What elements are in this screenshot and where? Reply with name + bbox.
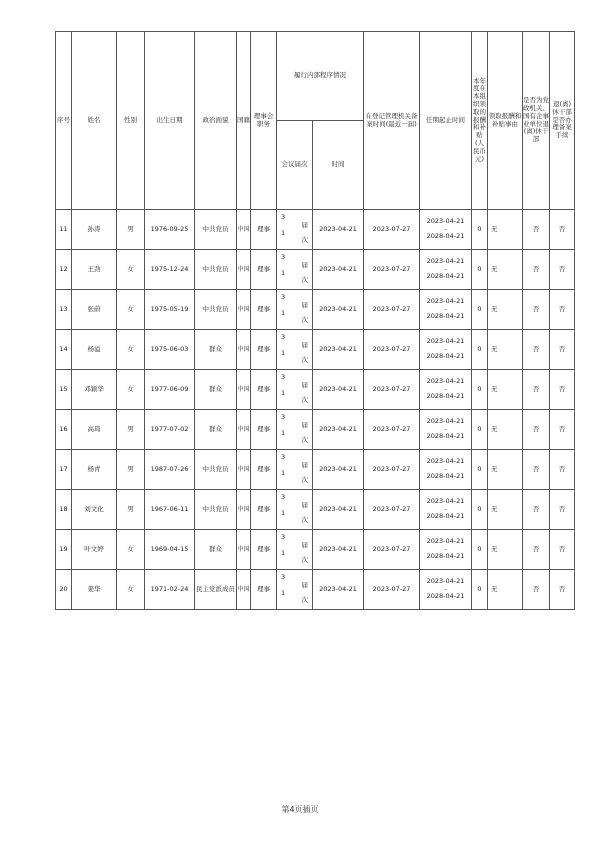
row-filing-date: 2023-07-27 bbox=[364, 210, 420, 250]
row-name: 高琦 bbox=[72, 410, 117, 450]
row-position: 理事 bbox=[251, 410, 277, 450]
row-session: 3 bbox=[281, 332, 286, 341]
row-term-start: 2023-04-21 bbox=[426, 216, 465, 225]
row-term bbox=[420, 410, 472, 450]
row-salary: 0 bbox=[472, 530, 488, 570]
row-name: 王劲 bbox=[72, 250, 117, 290]
row-term bbox=[420, 570, 472, 610]
row-session-unit: 届 bbox=[301, 380, 308, 389]
header-position: 理事会职务 bbox=[251, 32, 277, 210]
row-term-end: 2028-04-21 bbox=[426, 272, 465, 281]
row-birth: 1975-05-19 bbox=[145, 290, 195, 330]
row-reason: 无 bbox=[488, 490, 523, 530]
row-term-end: 2028-04-21 bbox=[426, 232, 465, 241]
row-term-sep: - bbox=[444, 384, 447, 393]
row-filing-date: 2023-07-27 bbox=[364, 290, 420, 330]
row-is-official: 否 bbox=[523, 330, 550, 370]
row-salary: 0 bbox=[472, 450, 488, 490]
row-term bbox=[420, 290, 472, 330]
row-count-unit: 次 bbox=[301, 556, 308, 565]
row-filing-date: 2023-07-27 bbox=[364, 450, 420, 490]
row-session: 3 bbox=[281, 372, 286, 381]
row-is-official: 否 bbox=[523, 530, 550, 570]
row-term bbox=[420, 450, 472, 490]
row-approval: 否 bbox=[550, 570, 575, 610]
row-session-unit: 届 bbox=[301, 460, 308, 469]
row-session: 3 bbox=[281, 452, 286, 461]
row-count-unit: 次 bbox=[301, 396, 308, 405]
header-name: 姓名 bbox=[72, 32, 117, 210]
row-politics: 民主党派成员 bbox=[195, 570, 237, 610]
row-count-unit: 次 bbox=[301, 596, 308, 605]
row-politics: 群众 bbox=[195, 410, 237, 450]
row-session-unit: 届 bbox=[301, 500, 308, 509]
row-term-end: 2028-04-21 bbox=[426, 472, 465, 481]
row-seq: 16 bbox=[56, 410, 72, 450]
row-term-end: 2028-04-21 bbox=[426, 592, 465, 601]
header-salary: 本年度在本组织领取的报酬和补贴(人民币元) bbox=[472, 32, 488, 210]
row-birth: 1969-04-15 bbox=[145, 530, 195, 570]
row-birth: 1976-09-25 bbox=[145, 210, 195, 250]
row-birth: 1977-07-02 bbox=[145, 410, 195, 450]
row-is-official: 否 bbox=[523, 490, 550, 530]
row-reason: 无 bbox=[488, 370, 523, 410]
row-gender: 女 bbox=[117, 250, 145, 290]
header-politics: 政治面貌 bbox=[195, 32, 237, 210]
row-filing-date: 2023-07-27 bbox=[364, 570, 420, 610]
row-is-official: 否 bbox=[523, 250, 550, 290]
row-count-unit: 次 bbox=[301, 276, 308, 285]
row-session: 3 bbox=[281, 212, 286, 221]
row-count-unit: 次 bbox=[301, 316, 308, 325]
row-position: 理事 bbox=[251, 570, 277, 610]
row-nationality: 中国 bbox=[237, 250, 251, 290]
row-name: 邓颖华 bbox=[72, 370, 117, 410]
header-is-official: 是否为党政机关、国有企事业单位退(离)休干部 bbox=[523, 32, 550, 210]
table-row bbox=[56, 410, 575, 450]
row-term-start: 2023-04-21 bbox=[426, 536, 465, 545]
row-term-end: 2028-04-21 bbox=[426, 552, 465, 561]
row-reason: 无 bbox=[488, 570, 523, 610]
row-reason: 无 bbox=[488, 530, 523, 570]
row-count-unit: 次 bbox=[301, 236, 308, 245]
row-salary: 0 bbox=[472, 210, 488, 250]
row-gender: 女 bbox=[117, 330, 145, 370]
row-approval: 否 bbox=[550, 490, 575, 530]
row-is-official: 否 bbox=[523, 370, 550, 410]
row-session-unit: 届 bbox=[301, 340, 308, 349]
table-row bbox=[56, 330, 575, 370]
row-position: 理事 bbox=[251, 490, 277, 530]
row-salary: 0 bbox=[472, 370, 488, 410]
row-name: 姜华 bbox=[72, 570, 117, 610]
table-row bbox=[56, 210, 575, 250]
row-reason: 无 bbox=[488, 290, 523, 330]
row-term-sep: - bbox=[444, 584, 447, 593]
row-politics: 中共党员 bbox=[195, 450, 237, 490]
row-term bbox=[420, 330, 472, 370]
row-count: 1 bbox=[281, 508, 286, 517]
row-nationality: 中国 bbox=[237, 570, 251, 610]
row-filing-date: 2023-07-27 bbox=[364, 410, 420, 450]
row-meeting-count bbox=[277, 330, 313, 370]
row-term bbox=[420, 370, 472, 410]
row-count: 1 bbox=[281, 468, 286, 477]
row-name: 杨溢 bbox=[72, 330, 117, 370]
header-birth: 出生日期 bbox=[145, 32, 195, 210]
row-politics: 群众 bbox=[195, 530, 237, 570]
row-seq: 14 bbox=[56, 330, 72, 370]
row-term-end: 2028-04-21 bbox=[426, 352, 465, 361]
row-seq: 12 bbox=[56, 250, 72, 290]
row-filing-date: 2023-07-27 bbox=[364, 330, 420, 370]
row-meeting-count bbox=[277, 370, 313, 410]
row-position: 理事 bbox=[251, 290, 277, 330]
row-position: 理事 bbox=[251, 250, 277, 290]
row-salary: 0 bbox=[472, 290, 488, 330]
row-term-start: 2023-04-21 bbox=[426, 416, 465, 425]
row-position: 理事 bbox=[251, 530, 277, 570]
row-session-unit: 届 bbox=[301, 580, 308, 589]
row-count: 1 bbox=[281, 548, 286, 557]
row-count-unit: 次 bbox=[301, 436, 308, 445]
row-meeting-date: 2023-04-21 bbox=[313, 370, 364, 410]
row-seq: 13 bbox=[56, 290, 72, 330]
row-politics: 群众 bbox=[195, 370, 237, 410]
row-filing-date: 2023-07-27 bbox=[364, 370, 420, 410]
row-session: 3 bbox=[281, 412, 286, 421]
row-session: 3 bbox=[281, 532, 286, 541]
row-count: 1 bbox=[281, 308, 286, 317]
row-salary: 0 bbox=[472, 330, 488, 370]
row-birth: 1975-12-24 bbox=[145, 250, 195, 290]
row-reason: 无 bbox=[488, 210, 523, 250]
row-term-sep: - bbox=[444, 264, 447, 273]
row-meeting-date: 2023-04-21 bbox=[313, 530, 364, 570]
row-term-sep: - bbox=[444, 464, 447, 473]
row-term-start: 2023-04-21 bbox=[426, 576, 465, 585]
row-term-end: 2028-04-21 bbox=[426, 512, 465, 521]
row-term-start: 2023-04-21 bbox=[426, 256, 465, 265]
header-term: 任期起止时间 bbox=[420, 32, 472, 210]
row-politics: 中共党员 bbox=[195, 210, 237, 250]
row-birth: 1987-07-26 bbox=[145, 450, 195, 490]
row-count: 1 bbox=[281, 348, 286, 357]
row-count: 1 bbox=[281, 388, 286, 397]
row-name: 孙涛 bbox=[72, 210, 117, 250]
row-approval: 否 bbox=[550, 210, 575, 250]
table-row bbox=[56, 490, 575, 530]
row-reason: 无 bbox=[488, 410, 523, 450]
row-reason: 无 bbox=[488, 330, 523, 370]
row-seq: 18 bbox=[56, 490, 72, 530]
row-meeting-count bbox=[277, 290, 313, 330]
table-row bbox=[56, 250, 575, 290]
row-name: 刘文化 bbox=[72, 490, 117, 530]
row-birth: 1967-06-11 bbox=[145, 490, 195, 530]
row-term-sep: - bbox=[444, 544, 447, 553]
row-birth: 1977-06-09 bbox=[145, 370, 195, 410]
row-name: 张蔚 bbox=[72, 290, 117, 330]
row-nationality: 中国 bbox=[237, 370, 251, 410]
row-reason: 无 bbox=[488, 450, 523, 490]
row-politics: 群众 bbox=[195, 330, 237, 370]
row-position: 理事 bbox=[251, 330, 277, 370]
row-term-end: 2028-04-21 bbox=[426, 312, 465, 321]
row-filing-date: 2023-07-27 bbox=[364, 250, 420, 290]
header-gender: 性别 bbox=[117, 32, 145, 210]
header-seq: 序号 bbox=[56, 32, 72, 210]
row-gender: 男 bbox=[117, 410, 145, 450]
row-session: 3 bbox=[281, 292, 286, 301]
row-is-official: 否 bbox=[523, 290, 550, 330]
row-salary: 0 bbox=[472, 570, 488, 610]
row-gender: 女 bbox=[117, 570, 145, 610]
row-name: 杨青 bbox=[72, 450, 117, 490]
row-meeting-count bbox=[277, 450, 313, 490]
page-footer: 第4页插页 bbox=[281, 805, 319, 814]
header-reason: 领取报酬和补贴事由 bbox=[488, 32, 523, 210]
row-term-end: 2028-04-21 bbox=[426, 432, 465, 441]
row-term bbox=[420, 530, 472, 570]
row-count: 1 bbox=[281, 268, 286, 277]
row-meeting-date: 2023-04-21 bbox=[313, 450, 364, 490]
row-meeting-count bbox=[277, 530, 313, 570]
row-reason: 无 bbox=[488, 250, 523, 290]
row-session-unit: 届 bbox=[301, 220, 308, 229]
row-name: 叶文婷 bbox=[72, 530, 117, 570]
row-session-unit: 届 bbox=[301, 420, 308, 429]
row-meeting-count bbox=[277, 210, 313, 250]
row-session: 3 bbox=[281, 492, 286, 501]
row-gender: 女 bbox=[117, 530, 145, 570]
row-count: 1 bbox=[281, 588, 286, 597]
row-approval: 否 bbox=[550, 290, 575, 330]
row-is-official: 否 bbox=[523, 410, 550, 450]
row-meeting-count bbox=[277, 490, 313, 530]
table-row bbox=[56, 570, 575, 610]
header-nationality: 国籍 bbox=[237, 32, 251, 210]
row-term-start: 2023-04-21 bbox=[426, 296, 465, 305]
row-gender: 男 bbox=[117, 210, 145, 250]
row-seq: 11 bbox=[56, 210, 72, 250]
row-seq: 15 bbox=[56, 370, 72, 410]
table-row bbox=[56, 290, 575, 330]
row-term-start: 2023-04-21 bbox=[426, 456, 465, 465]
row-seq: 19 bbox=[56, 530, 72, 570]
header-filing-time: 在登记管理机关备案时间(最近一届) bbox=[364, 32, 420, 210]
row-is-official: 否 bbox=[523, 450, 550, 490]
row-meeting-date: 2023-04-21 bbox=[313, 410, 364, 450]
row-term-sep: - bbox=[444, 224, 447, 233]
row-meeting-count bbox=[277, 250, 313, 290]
row-approval: 否 bbox=[550, 410, 575, 450]
row-term-sep: - bbox=[444, 344, 447, 353]
row-meeting-date: 2023-04-21 bbox=[313, 490, 364, 530]
row-count-unit: 次 bbox=[301, 516, 308, 525]
row-filing-date: 2023-07-27 bbox=[364, 530, 420, 570]
row-meeting-count bbox=[277, 570, 313, 610]
row-approval: 否 bbox=[550, 450, 575, 490]
row-approval: 否 bbox=[550, 250, 575, 290]
row-meeting-date: 2023-04-21 bbox=[313, 290, 364, 330]
row-term-sep: - bbox=[444, 304, 447, 313]
row-count: 1 bbox=[281, 428, 286, 437]
header-approval: 退(离)休干部是否办理备案手续 bbox=[550, 32, 575, 210]
row-term-sep: - bbox=[444, 504, 447, 513]
row-salary: 0 bbox=[472, 250, 488, 290]
row-term bbox=[420, 490, 472, 530]
table-row bbox=[56, 450, 575, 490]
row-gender: 男 bbox=[117, 490, 145, 530]
row-nationality: 中国 bbox=[237, 490, 251, 530]
header-time: 时间 bbox=[313, 121, 364, 210]
row-position: 理事 bbox=[251, 370, 277, 410]
row-salary: 0 bbox=[472, 490, 488, 530]
row-term bbox=[420, 210, 472, 250]
row-birth: 1971-02-24 bbox=[145, 570, 195, 610]
row-term-sep: - bbox=[444, 424, 447, 433]
row-position: 理事 bbox=[251, 450, 277, 490]
row-nationality: 中国 bbox=[237, 450, 251, 490]
row-seq: 17 bbox=[56, 450, 72, 490]
row-gender: 女 bbox=[117, 290, 145, 330]
row-approval: 否 bbox=[550, 330, 575, 370]
row-term bbox=[420, 250, 472, 290]
row-salary: 0 bbox=[472, 410, 488, 450]
row-nationality: 中国 bbox=[237, 210, 251, 250]
row-nationality: 中国 bbox=[237, 290, 251, 330]
row-seq: 20 bbox=[56, 570, 72, 610]
row-approval: 否 bbox=[550, 530, 575, 570]
row-term-start: 2023-04-21 bbox=[426, 376, 465, 385]
row-session-unit: 届 bbox=[301, 300, 308, 309]
row-is-official: 否 bbox=[523, 570, 550, 610]
header-meeting: 会议届次 bbox=[277, 121, 313, 210]
row-count-unit: 次 bbox=[301, 356, 308, 365]
row-session: 3 bbox=[281, 252, 286, 261]
table-row bbox=[56, 370, 575, 410]
row-term-end: 2028-04-21 bbox=[426, 392, 465, 401]
row-session-unit: 届 bbox=[301, 540, 308, 549]
row-gender: 男 bbox=[117, 450, 145, 490]
row-session: 3 bbox=[281, 572, 286, 581]
row-birth: 1975-06-03 bbox=[145, 330, 195, 370]
row-meeting-count bbox=[277, 410, 313, 450]
row-nationality: 中国 bbox=[237, 410, 251, 450]
row-meeting-date: 2023-04-21 bbox=[313, 330, 364, 370]
row-gender: 女 bbox=[117, 370, 145, 410]
council-member-table bbox=[55, 31, 575, 610]
row-term-start: 2023-04-21 bbox=[426, 336, 465, 345]
row-nationality: 中国 bbox=[237, 530, 251, 570]
row-approval: 否 bbox=[550, 370, 575, 410]
row-politics: 中共党员 bbox=[195, 490, 237, 530]
row-term-start: 2023-04-21 bbox=[426, 496, 465, 505]
row-session-unit: 届 bbox=[301, 260, 308, 269]
row-meeting-date: 2023-04-21 bbox=[313, 570, 364, 610]
row-politics: 中共党员 bbox=[195, 250, 237, 290]
row-politics: 中共党员 bbox=[195, 290, 237, 330]
row-meeting-date: 2023-04-21 bbox=[313, 210, 364, 250]
header-performance-group: 履行内部程序情况 bbox=[277, 32, 364, 121]
row-count-unit: 次 bbox=[301, 476, 308, 485]
row-position: 理事 bbox=[251, 210, 277, 250]
row-is-official: 否 bbox=[523, 210, 550, 250]
row-filing-date: 2023-07-27 bbox=[364, 490, 420, 530]
row-count: 1 bbox=[281, 228, 286, 237]
table-row bbox=[56, 530, 575, 570]
row-meeting-date: 2023-04-21 bbox=[313, 250, 364, 290]
row-nationality: 中国 bbox=[237, 330, 251, 370]
